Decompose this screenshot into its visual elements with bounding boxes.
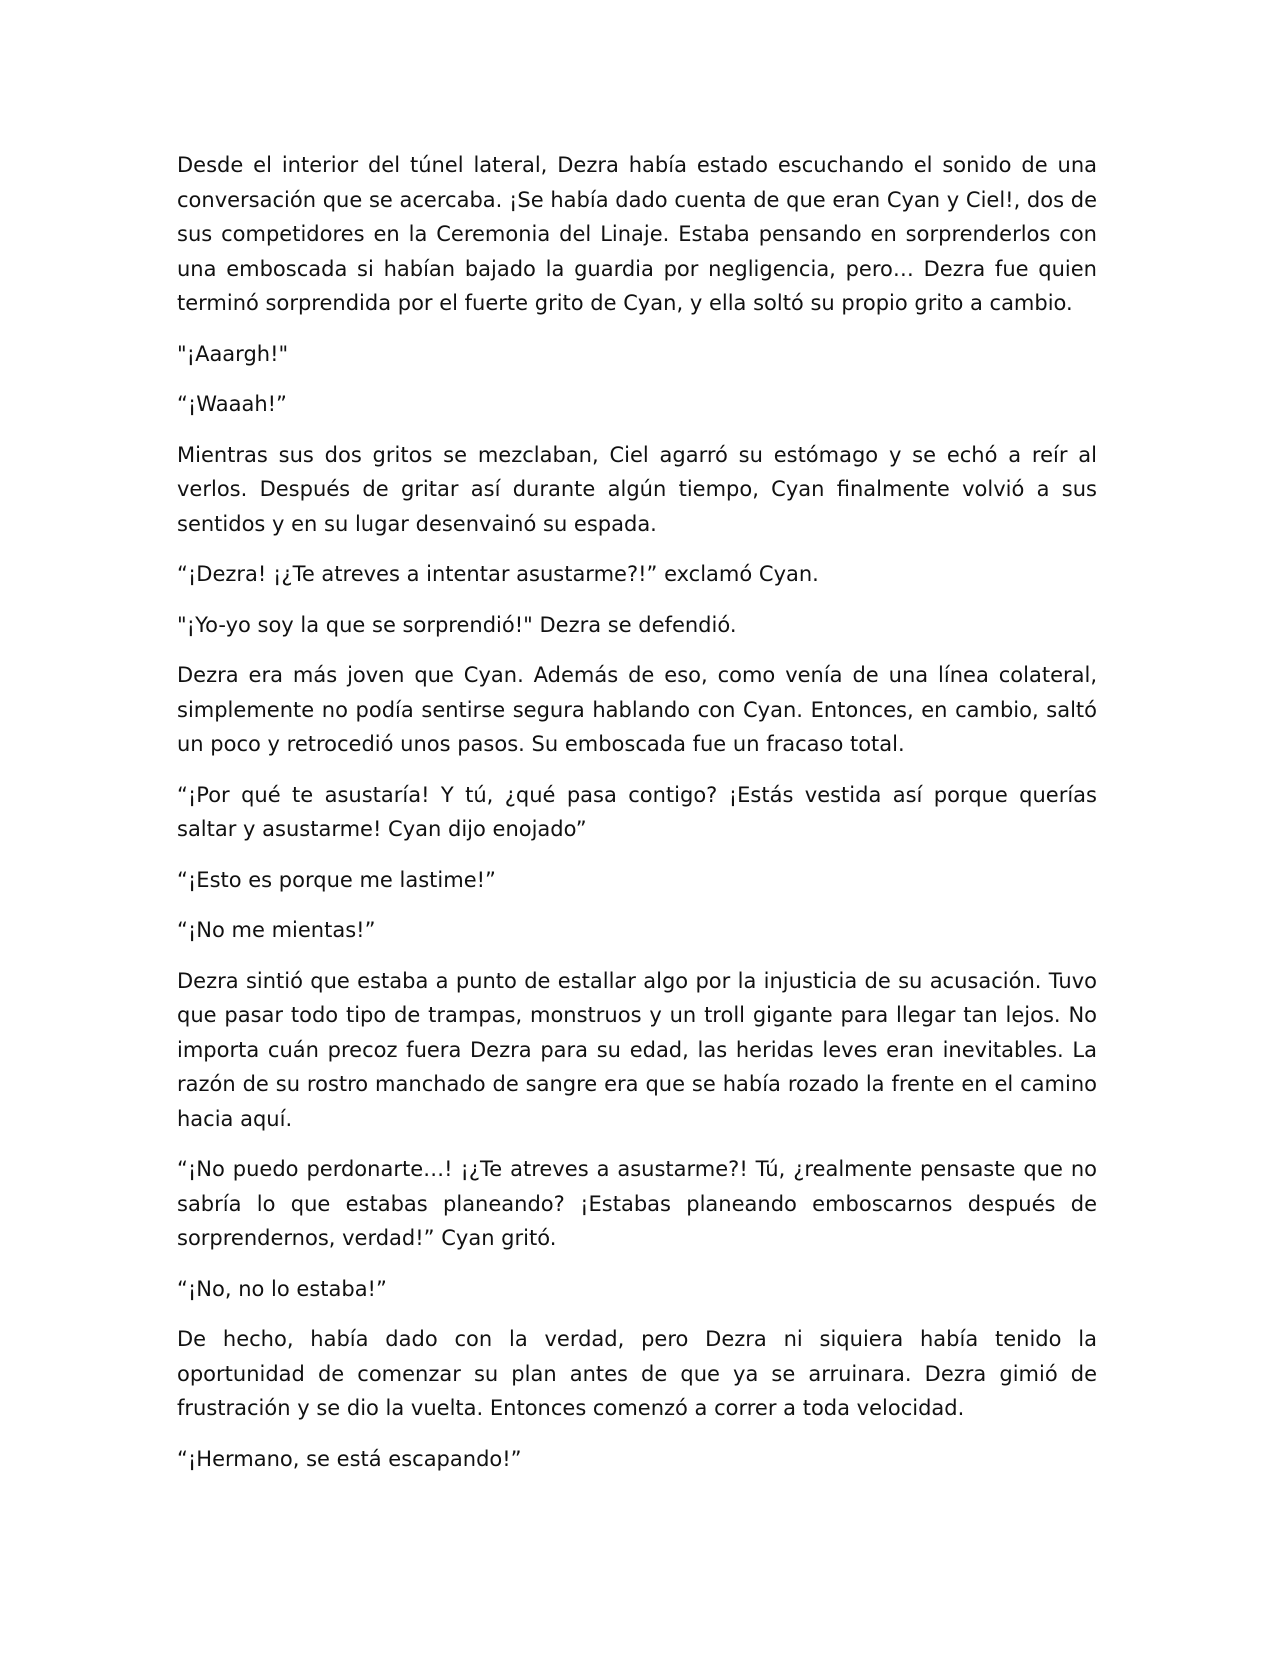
dialogue-line: "¡Yo-yo soy la que se sorprendió!" Dezra se defendió. [177,612,737,637]
paragraph: Desde el interior del túnel lateral, Dezra había estado escuchando el sonido de una conversación que se acercaba. ¡Se había dado cuenta de que eran Cyan y Ciel!, dos de sus competidores en la Ceremonia del Linaje. Estaba pensando en sorprenderlos con una emboscada si habían bajado la guardia por negligencia, pero… Dezra fue quien terminó sorprendida por el fuerte grito de Cyan, y ella soltó su propio grito a cambio. [177,153,1097,315]
dialogue-line: “¡Waaah!” [177,392,287,416]
dialogue-line: “¡No me mientas!” [177,918,376,942]
paragraph: Dezra sintió que estaba a punto de estallar algo por la injusticia de su acusación. Tuvo que pasar todo tipo de trampas, monstruos y un troll gigante para llegar tan lejos. No importa cuán precoz fuera Dezra para su edad, las heridas leves eran inevitables. La razón de su rostro manchado de sangre era que se había rozado la frente en el camino hacia aquí. [177,968,1097,1131]
paragraph: De hecho, había dado con la verdad, pero Dezra ni siquiera había tenido la oportunidad de comenzar su plan antes de que ya se arruinara. Dezra gimió de frustración y se dio la vuelta. Entonces comenzó a correr a toda velocidad. [177,1327,1097,1420]
document-page [177,148,1097,1492]
dialogue-line: "¡Aaargh!" [177,341,289,366]
dialogue-line: “¡Hermano, se está escapando!” [177,1446,522,1471]
dialogue-line: “¡No puedo perdonarte…! ¡¿Te atreves a asustarme?! Tú, ¿realmente pensaste que no sabría lo que estabas planeando? ¡Estabas planeando emboscarnos después de sorprendernos, verdad!” Cyan gritó. [177,1157,1097,1250]
dialogue-line: “¡Dezra! ¡¿Te atreves a intentar asustarme?!” exclamó Cyan. [177,562,819,586]
dialogue-line: “¡Por qué te asustaría! Y tú, ¿qué pasa contigo? ¡Estás vestida así porque querías saltar y asustarme! Cyan dijo enojado” [177,782,1097,841]
paragraph: Mientras sus dos gritos se mezclaban, Ciel agarró su estómago y se echó a reír al verlos. Después de gritar así durante algún tiempo, Cyan finalmente volvió a sus sentidos y en su lugar desenvainó su espada. [177,442,1097,536]
dialogue-line: “¡No, no lo estaba!” [177,1276,387,1301]
dialogue-line: “¡Esto es porque me lastime!” [177,867,496,892]
paragraph: Dezra era más joven que Cyan. Además de eso, como venía de una línea colateral, simplemente no podía sentirse segura hablando con Cyan. Entonces, en cambio, saltó un poco y retrocedió unos pasos. Su emboscada fue un fracaso total. [177,663,1097,756]
